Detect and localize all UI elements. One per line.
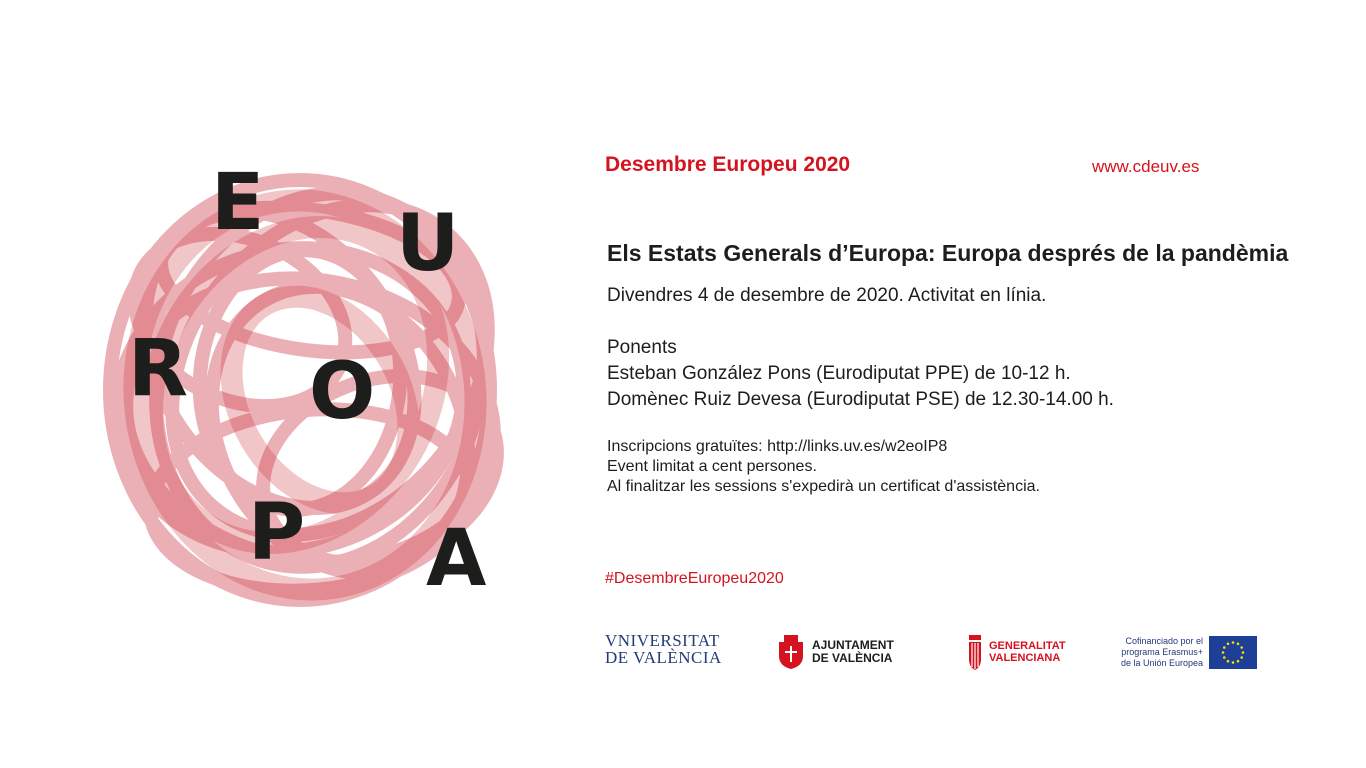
uv-logo-line2: DE VALÈNCIA xyxy=(605,648,722,667)
registration-notes xyxy=(607,437,1040,497)
speakers-heading: Ponents xyxy=(607,337,677,358)
universitat-valencia-logo xyxy=(605,632,722,672)
letter-p: P xyxy=(248,488,306,578)
letter-u: U xyxy=(396,199,460,289)
hashtag: #DesembreEuropeu2020 xyxy=(605,570,784,587)
certificate-note: Al finalitzar les sessions s'expedirà un certificat d'assistència. xyxy=(607,478,1040,495)
generalitat-line1: GENERALITAT xyxy=(989,640,1066,652)
generalitat-valenciana-logo xyxy=(967,632,1066,672)
generalitat-line2: VALENCIANA xyxy=(989,652,1061,664)
capacity-note: Event limitat a cent persones. xyxy=(607,458,817,475)
letter-o: O xyxy=(309,347,376,437)
ajuntament-line1: AJUNTAMENT xyxy=(812,638,894,652)
ajuntament-valencia-logo xyxy=(776,632,894,672)
uv-logo-line1: VNIVERSITAT xyxy=(605,631,720,650)
poster-header-title: Desembre Europeu 2020 xyxy=(605,153,851,176)
letter-r: R xyxy=(128,324,189,414)
website-link[interactable]: www.cdeuv.es xyxy=(1092,157,1200,176)
registration-link-line[interactable]: Inscripcions gratuïtes: http://links.uv.es/w2eoIP8 xyxy=(607,438,948,455)
eu-flag-icon xyxy=(1209,636,1257,669)
generalitat-crest-icon xyxy=(967,633,983,671)
eu-line3: de la Unión Europea xyxy=(1121,657,1204,668)
letter-e: E xyxy=(211,158,265,248)
speakers-section xyxy=(607,335,1114,413)
letter-a: A xyxy=(426,514,487,604)
city-crest-icon xyxy=(776,634,806,670)
speaker-item: Esteban González Pons (Eurodiputat PPE) de 10-12 h. xyxy=(607,363,1071,384)
event-date: Divendres 4 de desembre de 2020. Activitat en línia. xyxy=(607,285,1047,306)
speaker-item: Domènec Ruiz Devesa (Eurodiputat PSE) de 12.30-14.00 h. xyxy=(607,389,1114,410)
ajuntament-line2: DE VALÈNCIA xyxy=(812,651,893,665)
eu-line2: programa Erasmus+ xyxy=(1121,646,1204,657)
eu-line1: Cofinanciado por el xyxy=(1125,635,1204,646)
event-title: Els Estats Generals d’Europa: Europa després de la pandèmia xyxy=(607,240,1289,266)
erasmus-eu-logo xyxy=(1121,632,1257,672)
